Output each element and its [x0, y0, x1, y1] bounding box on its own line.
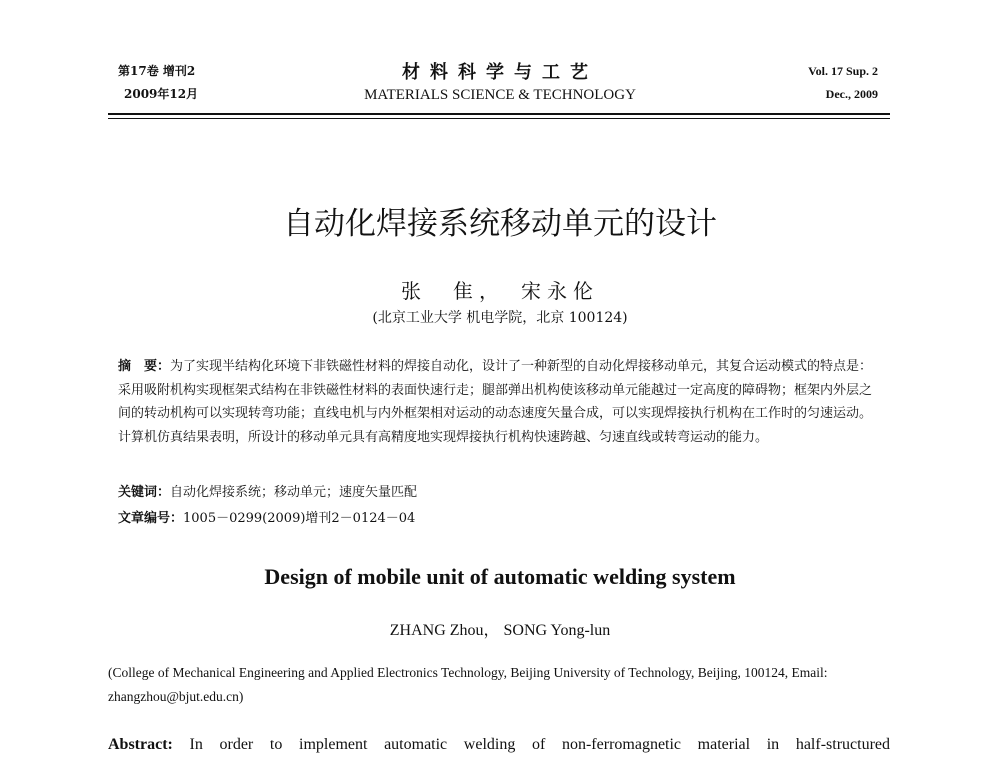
journal-masthead [300, 58, 700, 104]
header-date-en: Dec., 2009 [825, 87, 878, 101]
header-volume-cn: 第17卷 增刊2 [118, 64, 196, 78]
abstract-en-label: Abstract: [108, 736, 173, 753]
paper-title-cn: 自动化焊接系统移动单元的设计 [283, 206, 717, 242]
abstract-cn-label: 摘 要： [118, 359, 171, 374]
header-date-cn: 2009年12月 [124, 87, 199, 101]
abstract-en [108, 736, 890, 754]
article-number-label: 文章编号： [118, 511, 184, 526]
paper-title-en: Design of mobile unit of automatic welding system [264, 564, 736, 589]
affiliation-en: (College of Mechanical Engineering and Applied Electronics Technology, Beijing University of Technology, Beijing, 100124, Email: zhangzhou@bjut.edu.cn) [108, 665, 828, 704]
header-volume-en: Vol. 17 Sup. 2 [808, 64, 878, 78]
journal-name-en: MATERIALS SCIENCE & TECHNOLOGY [364, 87, 636, 103]
header-rule-thick [108, 113, 890, 115]
header-rule-thin [108, 118, 890, 119]
header-volume-info [118, 60, 198, 106]
abstract-en-text: In order to implement automatic welding of non-ferromagnetic material in half-structured [189, 736, 891, 753]
abstract-cn [118, 355, 884, 449]
keywords-cn [118, 481, 417, 500]
journal-name-cn: 材料科学与工艺 [402, 62, 598, 83]
keywords-label: 关键词： [118, 485, 171, 500]
header-issue-info [808, 60, 878, 106]
article-number-text: 1005－0299(2009)增刊2－0124－04 [183, 511, 416, 526]
abstract-cn-text: 为了实现半结构化环境下非铁磁性材料的焊接自动化，设计了一种新型的自动化焊接移动单元，其复合运动模式的特点是：采用吸附机构实现框架式结构在非铁磁性材料的表面快速行走；腿部弹出机构使该移动单元能越过一定高度的障碍物；框架内外层之间的转动机构可以实现转弯功能；直线电机与内外框架相对运动的动态速度矢量合成，可以实现焊接执行机构在工作时的匀速运动。计算机仿真结果表明，所设计的移动单元具有高精度地实现焊接执行机构快速跨越、匀速直线或转弯运动的能力。 [118, 359, 873, 445]
article-number [118, 507, 415, 526]
keywords-text: 自动化焊接系统；移动单元；速度矢量匹配 [170, 485, 418, 500]
authors-en: ZHANG Zhou， SONG Yong-lun [389, 622, 611, 639]
affiliation-cn: (北京工业大学 机电学院，北京 100124) [372, 310, 628, 326]
authors-cn: 张 隹， 宋永伦 [401, 279, 599, 303]
